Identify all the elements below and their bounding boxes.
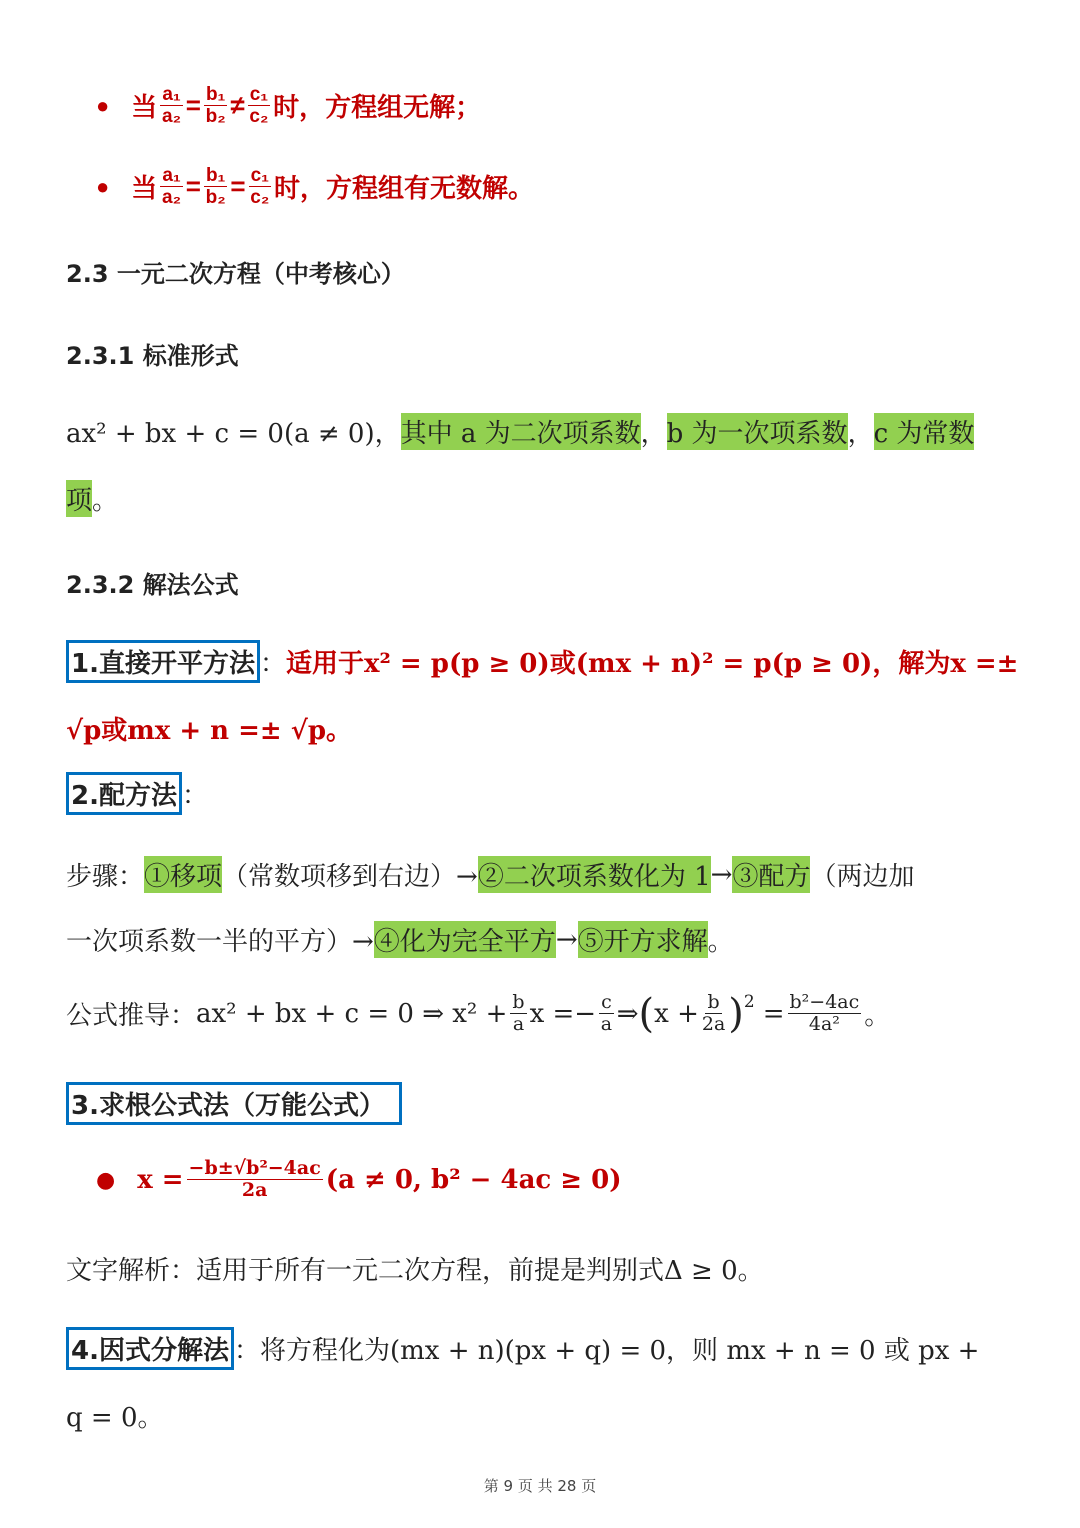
operator: = [185,171,201,201]
numerator: b²−4ac [789,991,860,1013]
text: （两边加 [810,862,915,892]
fraction [204,165,227,208]
text: ， [640,419,667,449]
text: 当 [131,173,158,203]
bullet-icon: ● [96,1166,116,1193]
text: ， [847,419,874,449]
bullet-icon: ● [96,173,110,199]
numerator: b₁ [205,165,226,186]
text: 。 [864,1001,891,1031]
fraction [702,992,725,1035]
page-number: 第 9 页 共 28 页 [483,1477,597,1495]
denominator: a₂ [162,106,182,127]
fraction [204,84,227,127]
formula: = [762,998,785,1029]
highlight: 项 [66,480,92,517]
text: 。 [92,486,119,516]
denominator: 2a [241,1179,268,1201]
method-box: 4.因式分解法 [66,1327,234,1370]
fraction [248,84,270,127]
text: 将方程化为(mx + n)(px + q) = 0，则 mx + n = 0 或 px + [259,1336,980,1366]
highlight: ④化为完全平方 [374,921,556,958]
denominator: a₂ [162,187,182,208]
denominator: c₂ [250,187,270,208]
fraction [249,165,271,208]
highlight: ⑤开方求解 [578,921,708,958]
method-box: 2.配方法 [66,772,182,815]
numerator: b [512,991,525,1013]
denominator: b₂ [205,106,226,127]
formula: ⇒ [616,998,639,1029]
text: 步骤： [66,862,145,892]
method2-line [66,772,208,815]
heading-2-3: 2.3 一元二次方程（中考核心） [66,260,405,288]
formula: ax² + bx + c = 0 ⇒ x² + [196,998,508,1029]
steps-line1 [66,856,914,893]
method1-line1 [66,640,1018,683]
fraction [788,992,862,1035]
method-box: 3.求根公式法（万能公式） [66,1082,402,1125]
fraction [160,165,182,208]
text: 适用于x² = p(p ≥ 0)或(mx + n)² = p(p ≥ 0)，解为x =± [285,649,1019,679]
standard-form-line2 [66,480,118,517]
text: 适用于所有一元二次方程，前提是判别式Δ ≥ 0。 [196,1256,764,1286]
numerator: c [601,991,612,1013]
standard-form-line1 [66,413,974,450]
text: 。 [707,927,734,957]
text: 时，方程组有无数解。 [274,173,535,203]
operator: ≠ [230,90,245,120]
numerator: −b±√b²−4ac [188,1157,321,1179]
text: （常数项移到右边）→ [222,862,478,892]
bullet-icon: ● [96,92,110,118]
highlight: 其中 a 为二次项系数 [401,413,641,450]
bullet-infinite-solutions [96,165,534,208]
numerator: a₁ [162,84,181,105]
highlight: ③配方 [732,856,810,893]
text: 时，方程组无解； [273,92,482,122]
method4-line2: q = 0。 [66,1403,164,1433]
quadratic-formula [96,1158,622,1201]
denominator: a [600,1013,613,1035]
text: 当 [131,92,158,122]
numerator: b₁ [205,84,226,105]
highlight: ②二次项系数化为 1 [478,856,711,893]
highlight: ①移项 [144,856,222,893]
denominator: b₂ [205,187,226,208]
denominator: a [512,1013,525,1035]
text: → [710,859,733,890]
analysis-line [66,1250,764,1287]
paren: ) [728,990,744,1037]
derivation-line [66,992,890,1035]
numerator: b [707,991,720,1013]
fraction [187,1158,323,1201]
method1-line2: √p或mx + n =± √p。 [66,716,353,746]
paren: ( [638,990,655,1037]
formula: ax² + bx + c = 0(a ≠ 0)， [66,419,401,449]
condition: (a ≠ 0, b² − 4ac ≥ 0) [325,1164,622,1195]
text: 文字解析： [66,1256,197,1286]
fraction [510,992,526,1035]
fraction [160,84,182,127]
highlight: b 为一次项系数 [667,413,848,450]
bullet-no-solution [96,84,481,127]
text: → [555,924,578,955]
heading-2-3-2: 2.3.2 解法公式 [66,571,239,599]
denominator: c₂ [249,106,269,127]
text: ： [181,781,208,811]
formula: x =− [529,998,597,1029]
operator: = [185,90,201,120]
numerator: c₁ [249,84,269,105]
method-box: 1.直接开平方法 [66,640,260,683]
steps-line2 [66,921,734,958]
method3-line [66,1082,402,1125]
formula: x = [137,1164,184,1195]
text: 一次项系数一半的平方）→ [66,927,374,957]
text: ： [259,649,286,679]
text: ： [233,1336,260,1366]
highlight: c 为常数 [874,413,975,450]
numerator: a₁ [162,165,181,186]
numerator: c₁ [250,165,270,186]
denominator: 4a² [808,1013,840,1035]
exponent: 2 [743,992,755,1012]
text: 公式推导： [66,1001,197,1031]
denominator: 2a [701,1013,726,1035]
formula: x + [654,998,699,1029]
heading-2-3-1: 2.3.1 标准形式 [66,342,239,370]
operator: = [230,171,246,201]
method4-line1 [66,1327,979,1370]
fraction [599,992,614,1035]
